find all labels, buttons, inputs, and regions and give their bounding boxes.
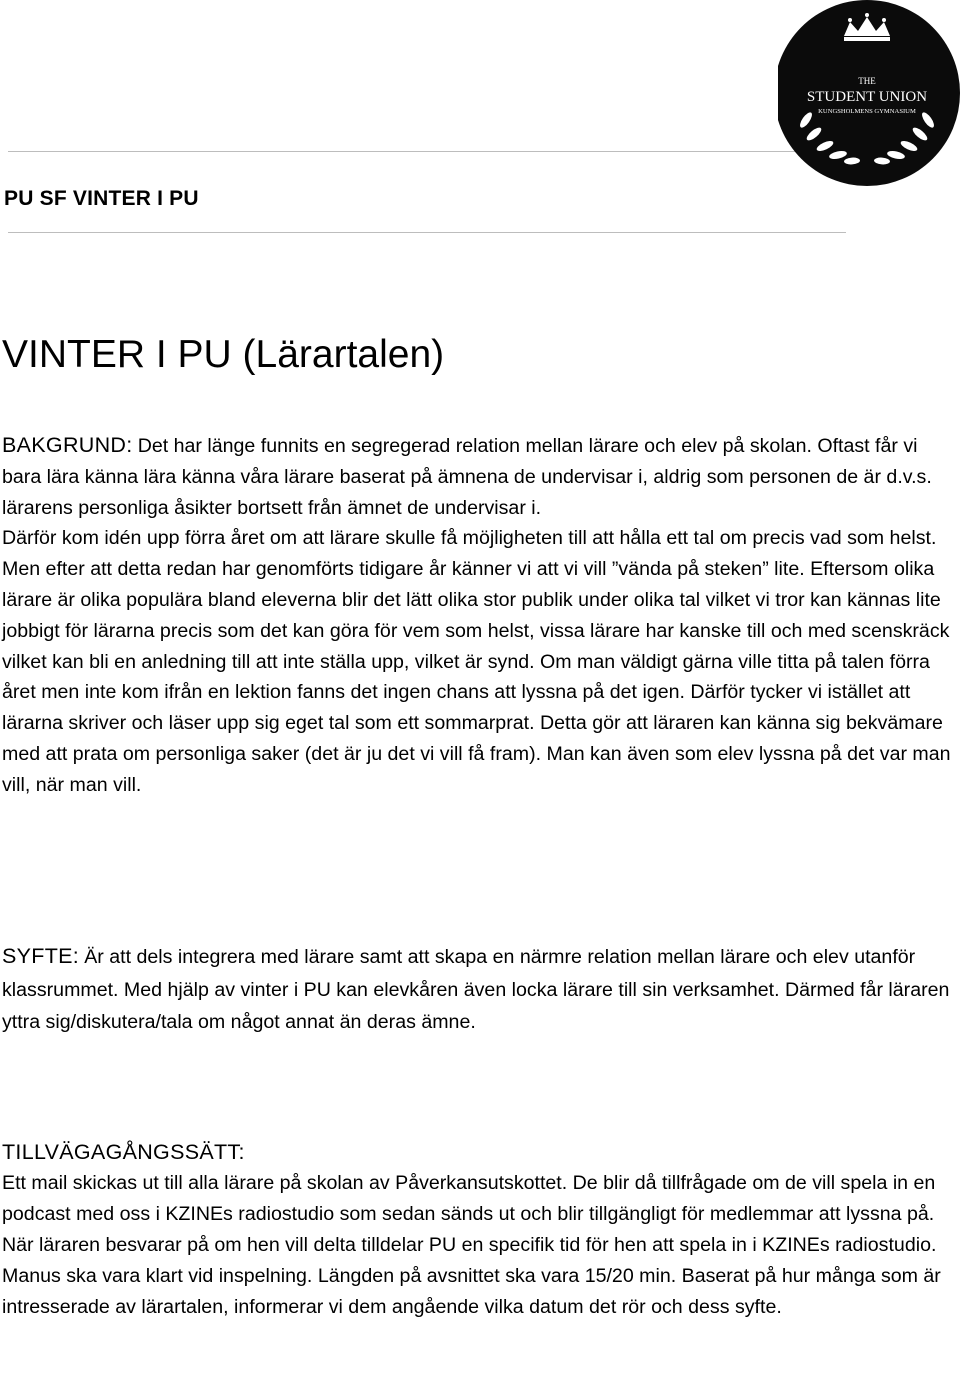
syfte-paragraph (2, 940, 952, 1039)
svg-text:KUNGSHOLMENS GYMNASIUM: KUNGSHOLMENS GYMNASIUM (818, 108, 916, 115)
bakgrund-heading-colon: : (126, 433, 133, 457)
syfte-heading: SYFTE (2, 944, 73, 968)
bakgrund-paragraph-2: Därför kom idén upp förra året om att lärare skulle få möjligheten till att hålla ett tal om precis vad som helst. Men efter att detta redan har genomförts tidigare år känner vi att vi vill ”vända på steken” lite. Eftersom olika lärare är olika populära bland eleverna blir det lätt olika stor publik under olika tal vilket vi tror kan kännas lite jobbigt för lärarna precis som det kan göra för vem som helst, vissa lärare har kanske till och med scenskräck vilket kan bli en anledning till att inte ställa upp, vilket är synd. Om man väldigt gärna ville titta på talen förra året men inte kom ifrån en lektion fanns det ingen chans att lyssna på det igen. Därför tycker vi istället att lärarna skriver och läser upp sig eget tal som ett sommarprat. Detta gör att läraren kan känna sig bekvämare med att prata om personliga saker (det är ju det vi vill få fram). Man kan även som elev lyssna på det var man vill, när man vill. (2, 527, 951, 796)
page-title-sub: (Lärartalen) (231, 333, 445, 376)
section-syfte (2, 940, 952, 1039)
section-bakgrund (2, 430, 952, 801)
section-tillvagagangssatt (2, 1136, 952, 1323)
tillvagagangssatt-heading-text: TILLVÄGAGÅNGSSÄTT (2, 1140, 239, 1164)
tillvagagangssatt-heading (2, 1136, 952, 1168)
syfte-body: Är att dels integrera med lärare samt att skapa en närmre relation mellan lärare och elev utanför klassrummet. Med hjälp av vinter i PU kan elevkåren även locka lärare till sin verksamhet. Därmed får läraren yttra sig/diskutera/tala om något annat än deras ämne. (2, 946, 950, 1034)
document-label: PU SF VINTER I PU (4, 187, 199, 210)
bakgrund-heading: BAKGRUND (2, 433, 127, 457)
tillvagagangssatt-body: Ett mail skickas ut till alla lärare på skolan av Påverkansutskottet. De blir då tillfrågade om de vill spela in en podcast med oss i KZINEs radiostudio som sedan sänds ut och blir tillgängligt för medlemmar att lyssna på. När läraren besvarar på om hen vill delta tilldelar PU en specifik tid för hen att spela in i KZINEs radiostudio. Manus ska vara klart vid inspelning. Längden på avsnittet ska vara 15/20 min. Baserat på hur många som är intresserade av lärartalen, informerar vi dem angående vilka datum det rör och dess syfte. (2, 1172, 941, 1319)
header-divider-top (8, 151, 808, 152)
page-title-main: VINTER I PU (2, 333, 232, 376)
svg-text:THE: THE (858, 76, 876, 86)
svg-text:STUDENT UNION: STUDENT UNION (806, 89, 928, 105)
page-title (2, 332, 444, 378)
syfte-heading-colon: : (72, 944, 79, 968)
header-divider-bottom (8, 232, 846, 233)
student-union-logo (778, 0, 960, 190)
tillvagagangssatt-heading-colon: : (238, 1140, 245, 1164)
bakgrund-paragraph-1 (2, 430, 952, 523)
bakgrund-body: Det har länge funnits en segregerad relation mellan lärare och elev på skolan. Oftast får vi bara lära känna lära känna våra lärare baserat på ämnena de undervisar i, aldrig som personen de är d.v.s. lärarens personliga åsikter bortsett från ämnet de undervisar i. (2, 435, 932, 519)
